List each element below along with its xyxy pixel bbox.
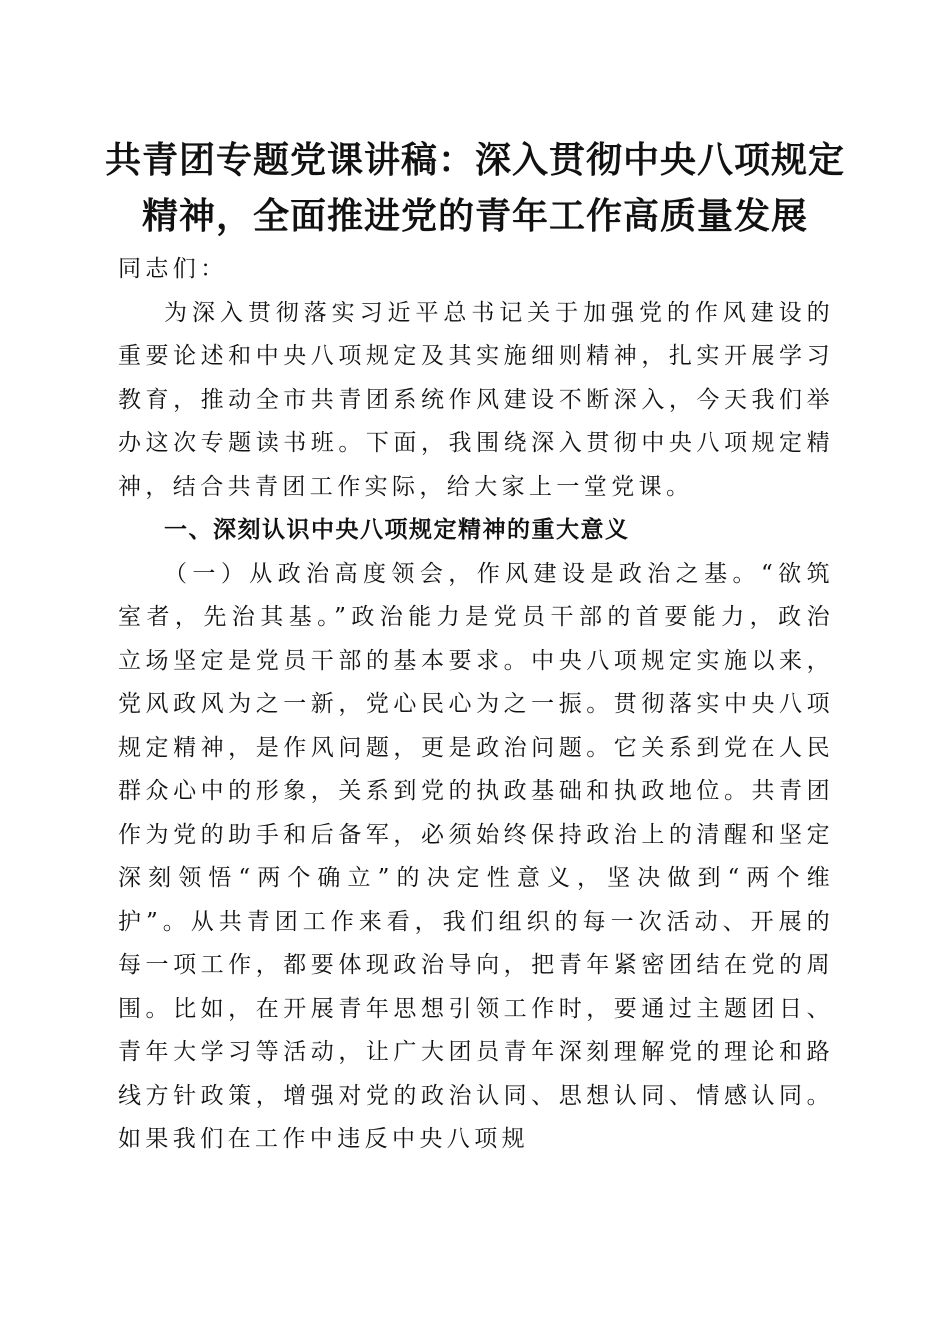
section-1-paragraph-1: （一）从政治高度领会，作风建设是政治之基。“欲筑室者，先治其基。”政治能力是党员干部的首要能力，政治立场坚定是党员干部的基本要求。中央八项规定实施以来，党风政风为之一新，党心民心为之一振。贯彻落实中央八项规定精神，是作风问题，更是政治问题。它关系到党在人民群众心中的形象，关系到党的执政基础和执政地位。共青团作为党的助手和后备军，必须始终保持政治上的清醒和坚定深刻领悟“两个确立”的决定性意义，坚决做到“两个维护”。从共青团工作来看，我们组织的每一次活动、开展的每一项工作，都要体现政治导向，把青年紧密团结在党的周围。比如，在开展青年思想引领工作时，要通过主题团日、青年大学习等活动，让广大团员青年深刻理解党的理论和路线方针政策，增强对党的政治认同、思想认同、情感认同。如果我们在工作中违反中央八项规 [118,560,834,1152]
document-title [100,132,850,244]
salutation: 同志们： [118,256,228,282]
title-line-1: 共青团专题党课讲稿：深入贯彻中央八项规定 [104,139,845,181]
intro-paragraph: 为深入贯彻落实习近平总书记关于加强党的作风建设的重要论述和中央八项规定及其实施细则精神，扎实开展学习教育，推动全市共青团系统作风建设不断深入，今天我们举办这次专题读书班。下面，我围绕深入贯彻中央八项规定精神，结合共青团工作实际，给大家上一堂党课。 [118,299,834,500]
document-body [118,248,834,1162]
section-heading-1: 一、深刻认识中央八项规定精神的重大意义 [164,517,630,543]
title-line-2: 精神，全面推进党的青年工作高质量发展 [141,195,808,237]
